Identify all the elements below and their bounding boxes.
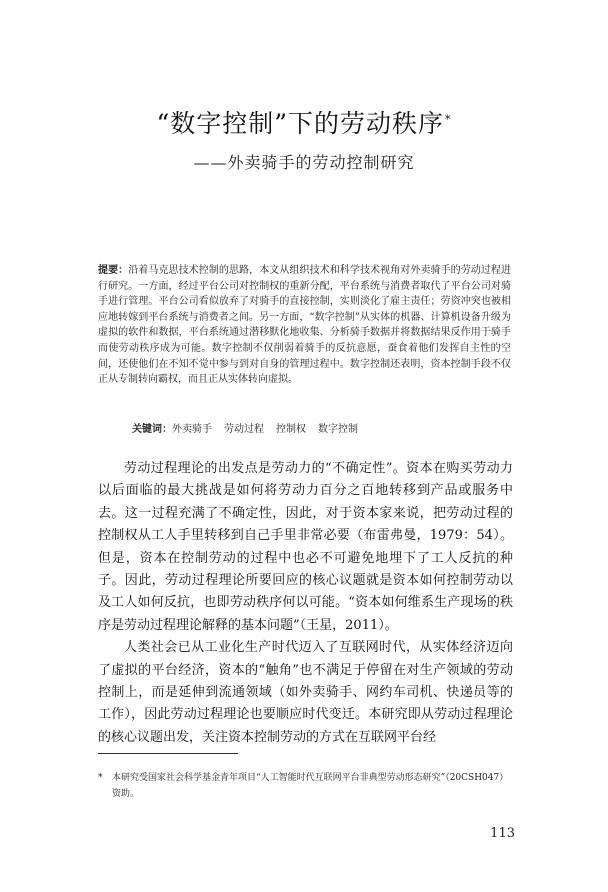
footnote-text: 本研究受国家社会科学基金青年项目“人工智能时代互联网平台非典型劳动形态研究”（20CSH047）资助。 bbox=[112, 773, 509, 799]
keyword: 劳动过程 bbox=[224, 424, 264, 435]
title-text: “数字控制”下的劳动秩序 bbox=[156, 109, 445, 138]
body-text bbox=[98, 458, 513, 749]
keyword: 外卖骑手 bbox=[172, 424, 212, 435]
title-footnote-mark[interactable]: * bbox=[445, 112, 452, 126]
abstract-label: 提要： bbox=[98, 265, 129, 276]
body-paragraph: 劳动过程理论的出发点是劳动力的“不确定性”。资本在购买劳动力以后面临的最大挑战是如何将劳动力百分之百地转移到产品或服务中去。这一过程充满了不确定性，因此，对于资本家来说，把劳动过程的控制权从工人手里转移到自己手里非常必要（布雷弗曼，1979：54）。但是，资本在控制劳动的过程中也必不可避免地埋下了工人反抗的种子。因此，劳动过程理论所要回应的核心议题就是资本如何控制劳动以及工人如何反抗，也即劳动秩序何以可能。“资本如何维系生产现场的秩序是劳动过程理论解释的基本问题”（王星，2011）。 bbox=[98, 461, 513, 633]
keywords-label: 关键词： bbox=[132, 424, 172, 435]
keyword: 控制权 bbox=[276, 424, 306, 435]
keywords bbox=[132, 422, 512, 437]
footnote bbox=[98, 770, 516, 802]
footnote-mark: * bbox=[98, 773, 103, 783]
page-number: 113 bbox=[490, 826, 515, 841]
footnote-divider bbox=[98, 753, 238, 754]
abstract-text: 沿着马克思技术控制的思路，本文从组织技术和科学技术视角对外卖骑手的劳动过程进行研究。一方面，经过平台公司对控制权的重新分配，平台系统与消费者取代了平台公司对骑手进行管理。平台公司看似放弃了对骑手的直接控制，实则淡化了雇主责任；劳资冲突也被相应地转嫁到平台系统与消费者之间。另一方面，“数字控制”从实体的机器、计算机设备升级为虚拟的软件和数据，平台系统通过潜移默化地收集、分析骑手数据并将数据结果反作用于骑手而使劳动秩序成为可能。数字控制不仅削弱着骑手的反抗意愿，蚕食着他们发挥自主性的空间，还使他们在不知不觉中参与到对自身的管理过程中。数字控制还表明，资本控制手段不仅正从专制转向霸权，而且正从实体转向虚拟。 bbox=[98, 265, 512, 386]
abstract bbox=[98, 263, 511, 388]
article-title bbox=[0, 104, 608, 140]
keyword: 数字控制 bbox=[318, 424, 358, 435]
article-subtitle: ——外卖骑手的劳动控制研究 bbox=[193, 153, 415, 172]
body-paragraph: 人类社会已从工业化生产时代迈入了互联网时代，从实体经济迈向了虚拟的平台经济，资本的“触角”也不满足于停留在对生产领域的劳动控制上，而是延伸到流通领域（如外卖骑手、网约车司机、快递员等的工作），因此劳动过程理论也要顺应时代变迁。本研究即从劳动过程理论的核心议题出发，关注资本控制劳动的方式在互联网平台经 bbox=[98, 640, 513, 745]
